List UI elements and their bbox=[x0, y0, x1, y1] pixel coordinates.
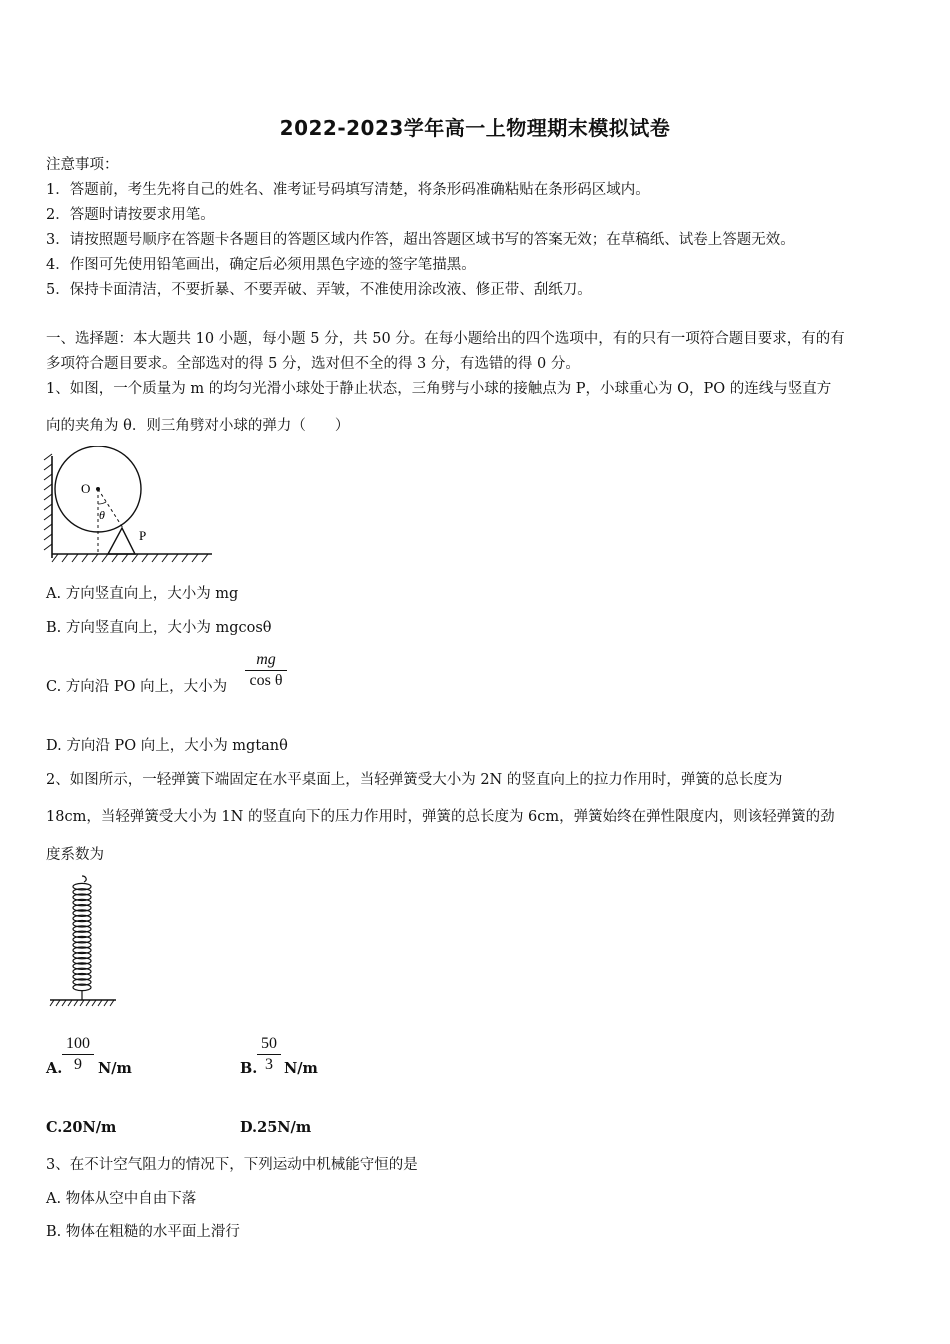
question-1-stem: 1、如图，一个质量为 m 的均匀光滑小球处于静止状态，三角劈与小球的接触点为 P，小球重心为 O，PO 的连线与竖直方 bbox=[46, 381, 832, 397]
q3-option-b: B. 物体在粗糙的水平面上滑行 bbox=[46, 1224, 240, 1240]
angle-label: θ bbox=[99, 508, 105, 522]
option-c-fraction bbox=[245, 650, 287, 691]
fraction-denominator: 9 bbox=[74, 1056, 82, 1073]
q2-option-a-unit: N/m bbox=[98, 1060, 132, 1077]
q2-option-a-fraction bbox=[62, 1034, 94, 1075]
notice-item: 3．请按照题号顺序在答题卡各题目的答题区域内作答，超出答题区域书写的答案无效；在草稿纸、试卷上答题无效。 bbox=[46, 232, 795, 248]
notice-item: 1．答题前，考生先将自己的姓名、准考证号码填写清楚，将条形码准确粘贴在条形码区域内。 bbox=[46, 182, 650, 198]
question-3-stem: 3、在不计空气阻力的情况下，下列运动中机械能守恒的是 bbox=[46, 1157, 418, 1173]
q2-option-d: D.25N/m bbox=[240, 1119, 312, 1136]
section-instructions: 多项符合题目要求。全部选对的得 5 分，选对但不全的得 3 分，有选错的得 0 分。 bbox=[46, 356, 580, 372]
fraction-numerator: 100 bbox=[62, 1034, 94, 1055]
notice-item: 5．保持卡面清洁，不要折暴、不要弄破、弄皱，不准使用涂改液、修正带、刮纸刀。 bbox=[46, 282, 592, 298]
question-2-stem: 18cm，当轻弹簧受大小为 1N 的竖直向下的压力作用时，弹簧的总长度为 6cm，弹簧始终在弹性限度内，则该轻弹簧的劲 bbox=[46, 809, 835, 825]
notice-item: 2．答题时请按要求用笔。 bbox=[46, 207, 215, 223]
question-2-stem: 2、如图所示，一轻弹簧下端固定在水平桌面上，当轻弹簧受大小为 2N 的竖直向上的拉力作用时，弹簧的总长度为 bbox=[46, 772, 783, 788]
fraction-numerator: mg bbox=[245, 650, 287, 671]
section-instructions: 一、选择题：本大题共 10 小题，每小题 5 分，共 50 分。在每小题给出的四个选项中，有的只有一项符合题目要求，有的有 bbox=[46, 331, 845, 347]
q2-option-c: C.20N/m bbox=[46, 1119, 117, 1136]
fraction-denominator: cos θ bbox=[249, 672, 283, 689]
notice-item: 4．作图可先使用铅笔画出，确定后必须用黑色字迹的签字笔描黑。 bbox=[46, 257, 476, 273]
option-d: D. 方向沿 PO 向上，大小为 mgtanθ bbox=[46, 738, 288, 754]
question-1-stem: 向的夹角为 θ．则三角劈对小球的弹力（ ） bbox=[46, 418, 350, 434]
q2-option-a-label: A. bbox=[46, 1060, 63, 1077]
spring-figure bbox=[44, 872, 120, 1010]
point-label: P bbox=[139, 528, 147, 543]
ball-wedge-figure bbox=[40, 446, 220, 566]
q3-option-a: A. 物体从空中自由下落 bbox=[46, 1191, 197, 1207]
option-a: A. 方向竖直向上，大小为 mg bbox=[46, 586, 239, 602]
option-c: C. 方向沿 PO 向上，大小为 bbox=[46, 679, 228, 695]
fraction-numerator: 50 bbox=[257, 1034, 281, 1055]
q2-option-b-label: B. bbox=[240, 1060, 258, 1077]
fraction-denominator: 3 bbox=[265, 1056, 273, 1073]
q2-option-b-fraction bbox=[257, 1034, 281, 1075]
notice-heading: 注意事项： bbox=[46, 157, 119, 173]
page-title: 2022-2023学年高一上物理期末模拟试卷 bbox=[279, 116, 671, 140]
question-2-stem: 度系数为 bbox=[46, 847, 104, 863]
center-label: O bbox=[81, 481, 91, 496]
q2-option-b-unit: N/m bbox=[284, 1060, 318, 1077]
option-b: B. 方向竖直向上，大小为 mgcosθ bbox=[46, 620, 272, 636]
